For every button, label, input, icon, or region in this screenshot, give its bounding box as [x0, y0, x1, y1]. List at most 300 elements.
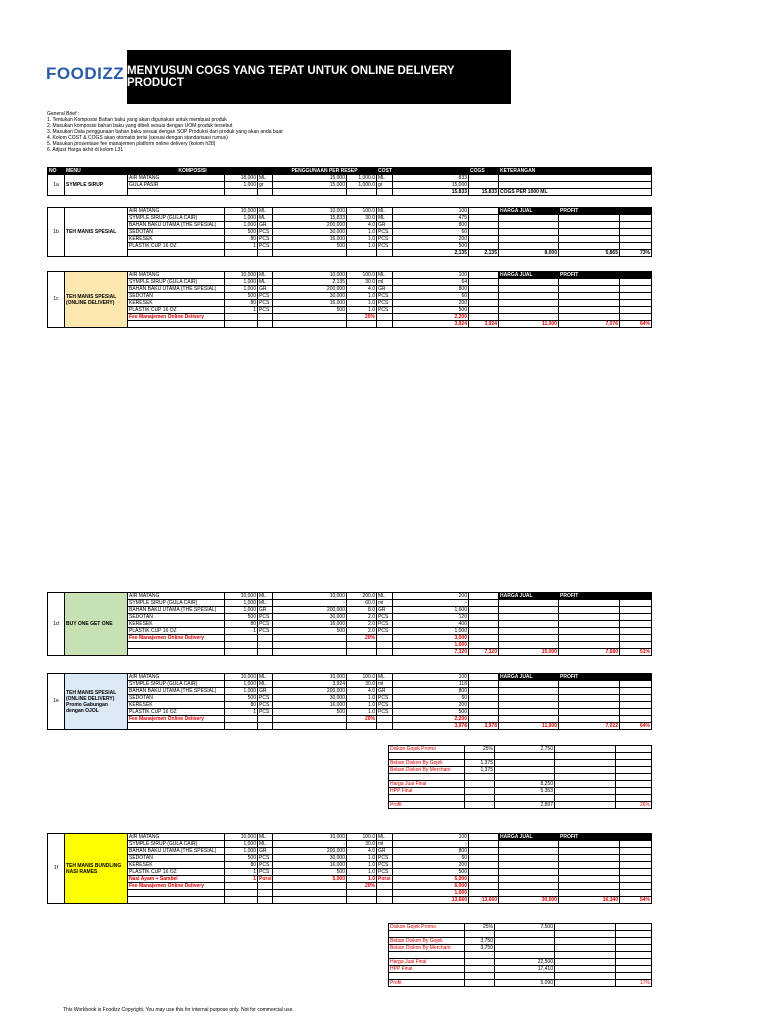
cell — [128, 250, 225, 257]
cell — [499, 702, 559, 709]
table-row — [389, 802, 652, 809]
table-row — [389, 952, 652, 959]
cell: 1e — [48, 674, 65, 730]
cell — [620, 681, 652, 688]
cell — [616, 973, 652, 980]
cell: 60.0 — [347, 600, 377, 607]
cell — [469, 841, 499, 848]
cell — [495, 973, 555, 980]
cell: 1a — [48, 175, 65, 196]
cell — [616, 788, 652, 795]
cell: PCS — [377, 614, 393, 621]
cell: 3,750 — [465, 938, 495, 945]
cell — [495, 774, 555, 781]
cell: 2,897 — [495, 802, 555, 809]
cell: PCS — [377, 628, 393, 635]
cell — [620, 215, 652, 222]
cell: ml — [377, 681, 393, 688]
cell: 1,000 — [225, 215, 258, 222]
cell — [469, 593, 499, 600]
cell — [616, 760, 652, 767]
cell: ml — [377, 279, 393, 286]
cell: 30,000 — [273, 855, 347, 862]
cell: AIR MATANG — [128, 674, 225, 681]
table-row — [48, 834, 652, 841]
cell: 11,000 — [499, 723, 559, 730]
table-row — [48, 286, 652, 293]
cell — [347, 642, 377, 649]
cell — [616, 966, 652, 973]
cell — [555, 753, 616, 760]
cell: KERESEK — [128, 621, 225, 628]
cell: PCS — [377, 869, 393, 876]
cell — [499, 600, 559, 607]
cell: 1.0 — [347, 243, 377, 250]
cell — [616, 746, 652, 753]
cell — [616, 795, 652, 802]
cell: 1f — [48, 834, 65, 904]
cell — [559, 635, 620, 642]
cell — [499, 300, 559, 307]
cell: 60 — [393, 229, 469, 236]
cell: - — [393, 600, 469, 607]
cell: 1,375 — [465, 760, 495, 767]
cell — [499, 175, 652, 182]
cell — [499, 279, 559, 286]
cell — [469, 681, 499, 688]
cell: GR — [377, 688, 393, 695]
cell — [499, 314, 559, 321]
table-row — [389, 945, 652, 952]
cell — [620, 293, 652, 300]
cell: 1.0 — [347, 293, 377, 300]
cell — [499, 222, 559, 229]
section-1c-table — [47, 271, 652, 328]
copyright-footer: This Workbook is Foodizz Copyright. You may use this for internal purpose only. Not for commercial use. — [63, 1007, 294, 1013]
cell: GR — [258, 688, 273, 695]
cell: 200 — [393, 593, 469, 600]
cell: 475 — [393, 215, 469, 222]
table-row — [48, 222, 652, 229]
cell: Profit — [389, 980, 465, 987]
cell: - — [273, 600, 347, 607]
cell: PCS — [377, 229, 393, 236]
cell — [465, 788, 495, 795]
cell — [389, 931, 465, 938]
cell — [616, 959, 652, 966]
cell — [499, 182, 652, 189]
cell: 10,000 — [225, 272, 258, 279]
cell — [555, 924, 616, 931]
cell: Harga Jual Final — [389, 959, 465, 966]
cell — [620, 300, 652, 307]
cell — [559, 286, 620, 293]
cell: 5,090 — [495, 980, 555, 987]
cell: 3,000 — [393, 635, 469, 642]
cell: ML — [258, 272, 273, 279]
cell — [469, 890, 499, 897]
cell — [273, 716, 347, 723]
cell: 500 — [225, 293, 258, 300]
cell — [555, 959, 616, 966]
cell: SEDOTAN — [128, 855, 225, 862]
cell — [616, 774, 652, 781]
cell — [469, 883, 499, 890]
cell: 100.0 — [347, 834, 377, 841]
cell — [499, 243, 559, 250]
cell: 10,000 — [273, 593, 347, 600]
cell: 20% — [347, 883, 377, 890]
cell: PCS — [258, 862, 273, 869]
cell — [495, 767, 555, 774]
cell: SEDOTAN — [128, 614, 225, 621]
cell: BAHAN BAKU UTAMA (THE SPESIAL) — [128, 286, 225, 293]
cell: 1.0 — [347, 709, 377, 716]
cell — [499, 681, 559, 688]
cell: 3,924 — [393, 321, 469, 328]
cell: 1.0 — [347, 869, 377, 876]
brief-line: 5. Masukan prosentase fee manajemen platform online delivery (kolom h28) — [47, 141, 216, 147]
table-row — [389, 788, 652, 795]
cell — [620, 876, 652, 883]
cell: 6,000 — [393, 883, 469, 890]
cell: SYMPLE SIRUP (GULA CAIR) — [128, 681, 225, 688]
cell — [620, 709, 652, 716]
cell: GULA PASIR — [128, 182, 225, 189]
cell — [620, 286, 652, 293]
cell: 15,000 — [393, 182, 469, 189]
cell — [620, 222, 652, 229]
cell: SYMPLE SIRUP (GULA CAIR) — [128, 279, 225, 286]
cell — [128, 321, 225, 328]
cell — [258, 716, 273, 723]
table-row — [48, 293, 652, 300]
cell: 30.0 — [347, 279, 377, 286]
cell: PCS — [258, 293, 273, 300]
cell: PCS — [258, 236, 273, 243]
cell: 30,000 — [273, 695, 347, 702]
cell — [616, 945, 652, 952]
cell — [559, 869, 620, 876]
cell: GR — [377, 848, 393, 855]
table-row — [389, 795, 652, 802]
cell: SEDOTAN — [128, 293, 225, 300]
cell: 500 — [273, 869, 347, 876]
cell: 500 — [273, 628, 347, 635]
cell — [620, 628, 652, 635]
cell — [225, 314, 258, 321]
cell: 5,865 — [559, 250, 620, 257]
table-row — [48, 723, 652, 730]
table-row — [48, 855, 652, 862]
cell: 100 — [393, 674, 469, 681]
cell — [620, 307, 652, 314]
cell — [559, 841, 620, 848]
cell: 100.0 — [347, 674, 377, 681]
brief-line: 4. Kolom COST & COGS akan otomatis terisi (sesuai dengan standarisasi rumus) — [47, 135, 228, 141]
cell — [555, 980, 616, 987]
cell: 3,978 — [469, 723, 499, 730]
cell: 400 — [393, 621, 469, 628]
cell — [555, 973, 616, 980]
cell — [620, 890, 652, 897]
cell — [620, 702, 652, 709]
cell — [347, 723, 377, 730]
cell — [469, 635, 499, 642]
cell: 30.0 — [347, 215, 377, 222]
cell: PCS — [377, 695, 393, 702]
table-row — [48, 300, 652, 307]
table-row — [48, 621, 652, 628]
cell — [620, 695, 652, 702]
table-row — [48, 628, 652, 635]
cell: ML — [258, 175, 273, 182]
table-row — [48, 688, 652, 695]
cell — [225, 897, 258, 904]
cell: Fee Manajemen Online Delivery — [128, 883, 225, 890]
cell — [469, 236, 499, 243]
cell: 16,340 — [559, 897, 620, 904]
cell: 1,000 — [225, 688, 258, 695]
cell: 1,000 — [225, 607, 258, 614]
cell — [620, 841, 652, 848]
cell: 1 — [225, 307, 258, 314]
cell: 500 — [273, 307, 347, 314]
cell: 500 — [225, 855, 258, 862]
cell — [377, 723, 393, 730]
cell — [469, 272, 499, 279]
cell — [347, 897, 377, 904]
cell: PCS — [377, 236, 393, 243]
cell — [499, 709, 559, 716]
cell: 80 — [225, 300, 258, 307]
cell — [469, 279, 499, 286]
cell: 500 — [225, 695, 258, 702]
cell — [377, 314, 393, 321]
cell: PCS — [258, 709, 273, 716]
section-1a-table — [47, 167, 652, 196]
cell: 80 — [225, 702, 258, 709]
cell — [559, 215, 620, 222]
cell — [273, 189, 347, 196]
cell — [555, 966, 616, 973]
cell: AIR MATANG — [128, 272, 225, 279]
cell — [225, 250, 258, 257]
cell — [499, 688, 559, 695]
cell: KERESEK — [128, 300, 225, 307]
cell: 1,600 — [393, 607, 469, 614]
menu-name: TEH MANIS BUNDLING NASI RAMES — [65, 834, 128, 904]
cell — [499, 628, 559, 635]
cell: 10,000 — [273, 674, 347, 681]
table-row — [48, 716, 652, 723]
cell — [469, 869, 499, 876]
cell — [616, 781, 652, 788]
cell: ML — [258, 208, 273, 215]
section-1b-table — [47, 207, 652, 257]
cell — [469, 307, 499, 314]
cell — [465, 774, 495, 781]
table-row — [48, 215, 652, 222]
cell — [559, 621, 620, 628]
cell — [559, 614, 620, 621]
cell — [377, 642, 393, 649]
cell — [347, 890, 377, 897]
cell: 15,833 — [393, 189, 469, 196]
cell: 200.0 — [347, 593, 377, 600]
cell — [559, 862, 620, 869]
cell — [620, 855, 652, 862]
brief-line: 3. Masukan Data penggunaan bahan baku sesuai dengan SOP Produksi dari produk yang akan anda buat — [47, 129, 283, 135]
cell: AIR MATANG — [128, 208, 225, 215]
cell — [559, 293, 620, 300]
cell — [128, 897, 225, 904]
cell: 11,000 — [499, 321, 559, 328]
cell: GR — [258, 848, 273, 855]
cell: PCS — [258, 307, 273, 314]
cell: 200 — [393, 300, 469, 307]
section-1f-promo-table — [388, 923, 652, 987]
cell — [499, 286, 559, 293]
cell: 100.0 — [347, 208, 377, 215]
cell — [225, 635, 258, 642]
cell — [559, 243, 620, 250]
cell: 2.0 — [347, 628, 377, 635]
cell: ML — [258, 215, 273, 222]
cell — [258, 642, 273, 649]
cell — [495, 931, 555, 938]
cell — [377, 890, 393, 897]
cell: 15,000 — [499, 649, 559, 656]
cell — [225, 723, 258, 730]
cell: 200,000 — [273, 688, 347, 695]
table-row — [389, 753, 652, 760]
cell — [258, 897, 273, 904]
cell: 7,076 — [559, 321, 620, 328]
cell — [273, 649, 347, 656]
cell — [620, 314, 652, 321]
table-row — [48, 876, 652, 883]
cell: PCS — [377, 300, 393, 307]
cell — [377, 897, 393, 904]
cell: - — [273, 841, 347, 848]
cell: AIR MATANG — [128, 593, 225, 600]
cell: 10,000 — [225, 208, 258, 215]
table-row — [48, 189, 652, 196]
cell — [555, 774, 616, 781]
cell: ML — [377, 272, 393, 279]
cell: ML — [377, 175, 393, 182]
cell: 10,000 — [225, 674, 258, 681]
cell — [465, 952, 495, 959]
menu-name: SYMPLE SIRUP — [65, 175, 128, 196]
cell: 500 — [273, 709, 347, 716]
cell — [620, 243, 652, 250]
cell: SYMPLE SIRUP (GULA CAIR) — [128, 841, 225, 848]
cell — [225, 649, 258, 656]
cell — [465, 959, 495, 966]
menu-name: BUY ONE GET ONE — [65, 593, 128, 656]
cell — [469, 215, 499, 222]
cell — [469, 607, 499, 614]
cell: 64 — [393, 279, 469, 286]
cell — [469, 222, 499, 229]
cell — [128, 649, 225, 656]
cell: 200 — [393, 236, 469, 243]
cell — [499, 848, 559, 855]
cell — [499, 307, 559, 314]
cell: Beban Diskon By Merchant — [389, 945, 465, 952]
cell — [347, 189, 377, 196]
cell: PCS — [258, 628, 273, 635]
cell: 1,000.0 — [347, 175, 377, 182]
cell — [377, 635, 393, 642]
cell: 16,000 — [273, 702, 347, 709]
cell: 1,000 — [225, 681, 258, 688]
cell — [225, 321, 258, 328]
cell: 200 — [393, 862, 469, 869]
cell — [499, 869, 559, 876]
cell: 1c — [48, 272, 65, 328]
cell: ml — [377, 841, 393, 848]
cell: 20% — [347, 635, 377, 642]
cell: 120 — [393, 614, 469, 621]
cell — [620, 642, 652, 649]
cell — [377, 321, 393, 328]
table-row — [389, 924, 652, 931]
table-row — [48, 250, 652, 257]
cell: 10,000 — [273, 834, 347, 841]
cell: 4.0 — [347, 848, 377, 855]
brief-line: General Brief : — [47, 111, 80, 117]
cell: 833 — [393, 175, 469, 182]
cell — [495, 760, 555, 767]
general-brief — [47, 111, 283, 153]
cell: ml — [377, 600, 393, 607]
cell: Fee Manajemen Online Delivery — [128, 314, 225, 321]
cell — [555, 952, 616, 959]
cell — [555, 795, 616, 802]
cell: 1.0 — [347, 862, 377, 869]
cell: HARGA JUAL — [499, 593, 559, 600]
cell: gr — [258, 182, 273, 189]
cell — [559, 848, 620, 855]
table-row — [48, 695, 652, 702]
cell: 1,000 — [393, 628, 469, 635]
cell: 10,000 — [225, 834, 258, 841]
cell: PROFIT — [559, 272, 652, 279]
cell — [273, 890, 347, 897]
cell — [616, 931, 652, 938]
cell: 200,000 — [273, 848, 347, 855]
cell: HARGA JUAL — [499, 674, 559, 681]
cell — [469, 848, 499, 855]
cell: 1,000 — [225, 222, 258, 229]
cell — [258, 321, 273, 328]
table-row — [48, 862, 652, 869]
table-row — [48, 897, 652, 904]
cell: Beban Diskon By Gojek — [389, 760, 465, 767]
cell — [559, 642, 620, 649]
cell — [469, 614, 499, 621]
cell — [273, 635, 347, 642]
table-row — [48, 614, 652, 621]
cell — [559, 883, 620, 890]
cell — [258, 890, 273, 897]
section-1f-table — [47, 833, 652, 904]
cell: HARGA JUAL — [499, 272, 559, 279]
cell: 1 — [225, 243, 258, 250]
